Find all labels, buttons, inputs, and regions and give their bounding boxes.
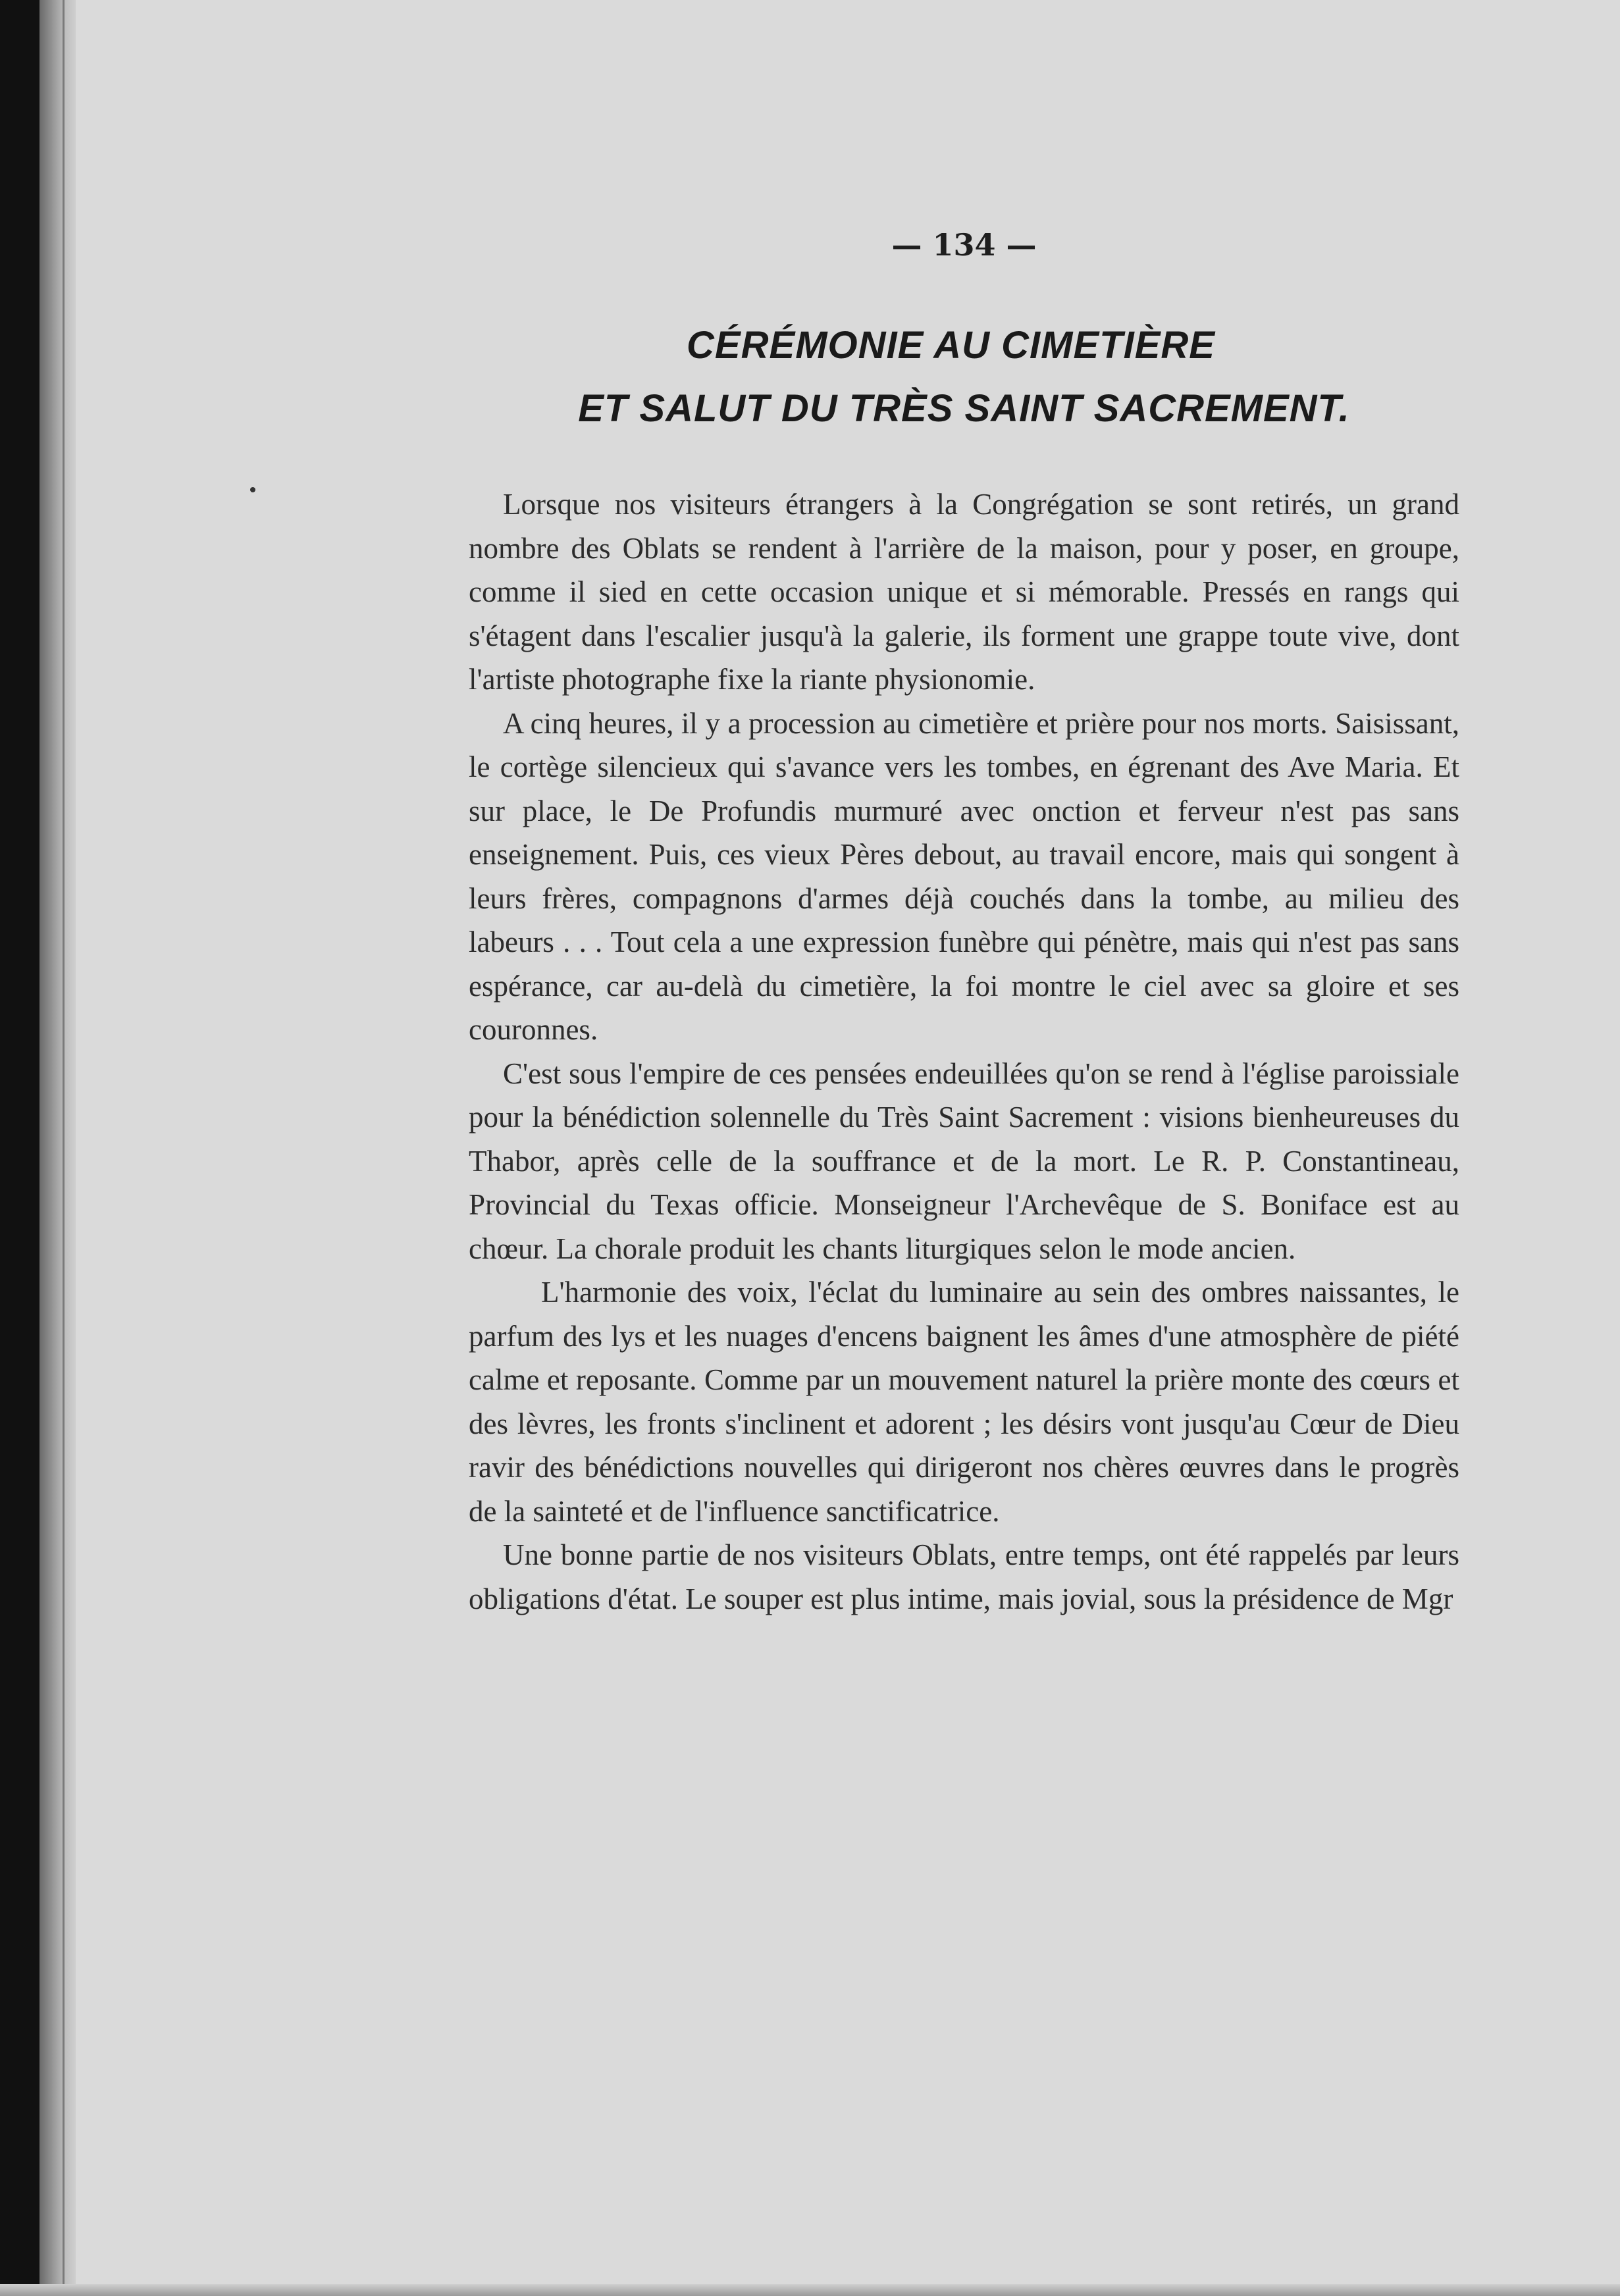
paragraph-4: L'harmonie des voix, l'éclat du luminaire au sein des ombres naissantes, le parfum des lys et les nuages d'encens baignent les âmes d'une atmosphère de piété calme et reposante. Comme par un mouvement naturel la prière monte des cœurs et des lèvres, les fronts s'inclinent et adorent ; les désirs vont jusqu'au Cœur de Dieu ravir des bénédictions nouvelles qui dirigeront nos chères œuvres dans le progrès de la sainteté et de l'influence sanctificatrice. (469, 1276, 1459, 1528)
paragraph-3: C'est sous l'empire de ces pensées endeuillées qu'on se rend à l'église paroissiale pour la bénédiction solennelle du Très Saint Sacrement : visions bienheureuses du Thabor, après celle de la souffrance et de la mort. Le R. P. Constantineau, Provincial du Texas officie. Monseigneur l'Archevêque de S. Boniface est au chœur. La chorale produit les chants liturgiques selon le mode ancien. (469, 1057, 1459, 1265)
paragraph-1: Lorsque nos visiteurs étrangers à la Congrégation se sont retirés, un grand nombre des Oblats se rendent à l'arrière de la maison, pour y poser, en groupe, comme il sied en cette occasion unique et si mémorable. Pressés en rangs qui s'étagent dans l'escalier jusqu'à la galerie, ils forment une grappe toute vive, dont l'artiste photographe fixe la riante physionomie. (469, 488, 1459, 696)
title-line-1: CÉRÉMONIE AU CIMETIÈRE (687, 324, 1215, 367)
paragraph-2: A cinq heures, il y a procession au cimetière et prière pour nos morts. Saisissant, le cortège silencieux qui s'avance vers les tombes, en égrenant des Ave Maria. Et sur place, le De Profundis murmuré avec onction et ferveur n'est pas sans enseignement. Puis, ces vieux Pères debout, au travail encore, mais qui songent à leurs frères, compagnons d'armes déjà couchés dans la tombe, au milieu des labeurs . . . Tout cela a une expression funèbre qui pénètre, mais qui n'est pas sans espérance, car au-delà du cimetière, la foi montre le ciel avec sa gloire et ses couronnes. (469, 706, 1459, 1046)
gutter-line (63, 0, 65, 2296)
page-number: — 134 — (891, 227, 1037, 263)
text-block (469, 227, 1459, 1621)
paragraph-5: Une bonne partie de nos visiteurs Oblats, entre temps, ont été rappelés par leurs obligations d'état. Le souper est plus intime, mais jovial, sous la présidence de Mgr (469, 1538, 1459, 1615)
title-line-2: ET SALUT DU TRÈS SAINT SACREMENT. (578, 387, 1350, 430)
page-edge (39, 0, 76, 2296)
stray-ink-mark (250, 487, 255, 492)
chapter-title (469, 314, 1459, 440)
binding-shadow (0, 0, 39, 2296)
bottom-edge-shadow (0, 2284, 1620, 2296)
